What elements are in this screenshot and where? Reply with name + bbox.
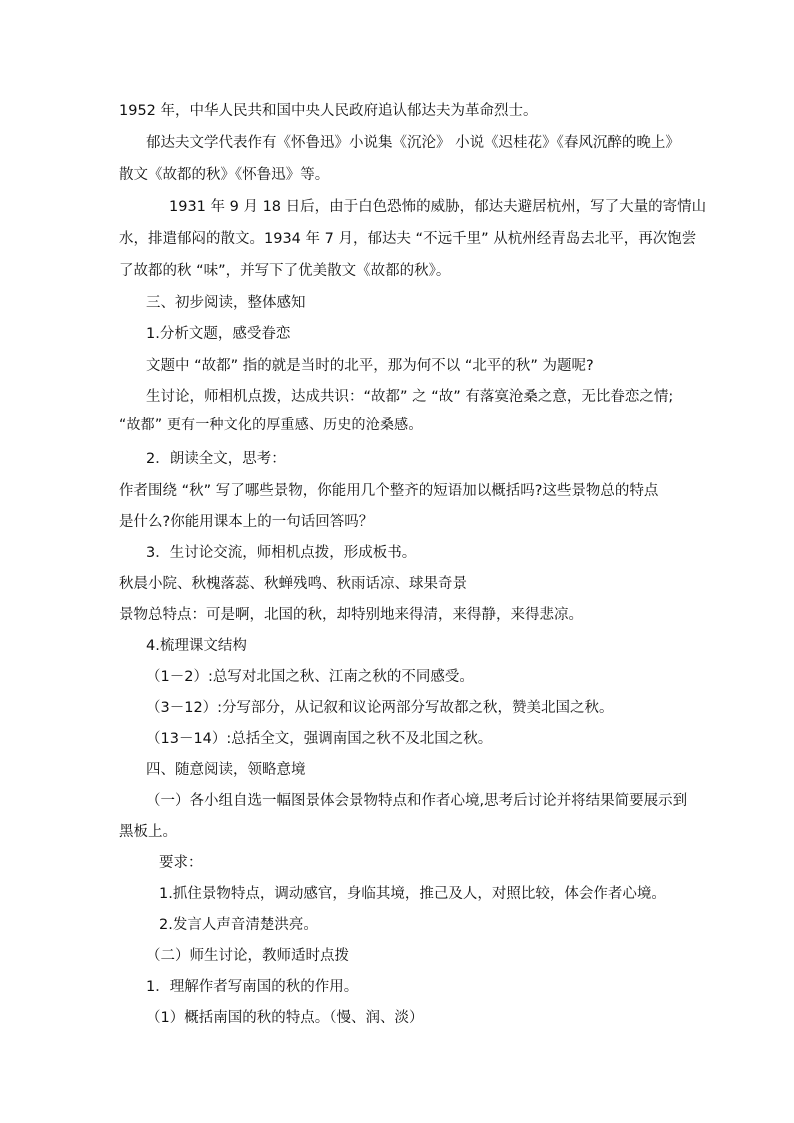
- section-heading: 四、随意阅读，领略意境: [146, 762, 306, 778]
- text-line: 郁达夫文学代表作有《怀鲁迅》小说集《沉沦》 小说《迟桂花》《春风沉醉的晚上》: [146, 135, 680, 151]
- text-line: 1931 年 9 月 18 日后，由于白色恐怖的威胁，郁达夫避居杭州，写了大量的寄情山: [169, 199, 707, 215]
- text-line: 要求：: [159, 855, 203, 871]
- list-item: （13－14）:总括全文，强调南国之秋不及北国之秋。: [146, 731, 493, 747]
- subsection-heading: （二）师生讨论，教师适时点拨: [146, 948, 349, 964]
- subsection-heading: 1.分析文题，感受眷恋: [146, 326, 291, 342]
- text-line: 景物总特点：可是啊，北国的秋，却特别地来得清，来得静，来得悲凉。: [119, 607, 583, 623]
- subsection-heading: 2．朗读全文，思考：: [146, 451, 286, 467]
- list-item: 1.抓住景物特点，调动感官，身临其境，推己及人，对照比较，体会作者心境。: [159, 886, 666, 902]
- text-line: 水，排遣郁闷的散文。1934 年 7 月，郁达夫 “不远千里” 从杭州经青岛去北平，再次饱尝: [119, 231, 697, 247]
- text-line: 生讨论，师相机点拨，达成共识：“故都” 之 “故” 有落寞沧桑之意，无比眷恋之情;: [146, 389, 674, 405]
- list-item: （1－2）:总写对北国之秋、江南之秋的不同感受。: [146, 669, 474, 685]
- section-heading: 三、初步阅读，整体感知: [146, 295, 306, 311]
- subsection-heading: 4.梳理课文结构: [146, 638, 247, 654]
- text-line: 1．理解作者写南国的秋的作用。: [146, 979, 359, 995]
- text-line: 文题中 “故都” 指的就是当时的北平，那为何不以 “北平的秋” 为题呢?: [146, 358, 594, 374]
- text-line: 是什么?你能用课本上的一句话回答吗？: [119, 514, 374, 530]
- text-line: “故都” 更有一种文化的厚重感、历史的沧桑感。: [119, 417, 423, 433]
- text-line: 散文《故都的秋》《怀鲁迅》等。: [119, 167, 330, 183]
- list-item: 2.发言人声音清楚洪亮。: [159, 917, 318, 933]
- text-line: 黑板上。: [119, 824, 177, 840]
- list-item: （3－12）:分写部分，从记叙和议论两部分写故都之秋，赞美北国之秋。: [146, 700, 614, 716]
- text-line: 作者围绕 “秋” 写了哪些景物，你能用几个整齐的短语加以概括吗?这些景物总的特点: [119, 483, 659, 499]
- subsection-heading: 3．生讨论交流，师相机点拨，形成板书。: [146, 545, 417, 561]
- text-line: （1）概括南国的秋的特点。（慢、润、淡）: [146, 1010, 424, 1026]
- text-line: 了故都的秋 “味”，并写下了优美散文《故都的秋》。: [119, 263, 451, 279]
- text-line: 1952 年，中华人民共和国中央人民政府追认郁达夫为革命烈士。: [119, 103, 538, 119]
- text-line: （一）各小组自选一幅图景体会景物特点和作者心境,思考后讨论并将结果简要展示到: [146, 793, 688, 809]
- text-line: 秋晨小院、秋槐落蕊、秋蝉残鸣、秋雨话凉、球果奇景: [119, 576, 467, 592]
